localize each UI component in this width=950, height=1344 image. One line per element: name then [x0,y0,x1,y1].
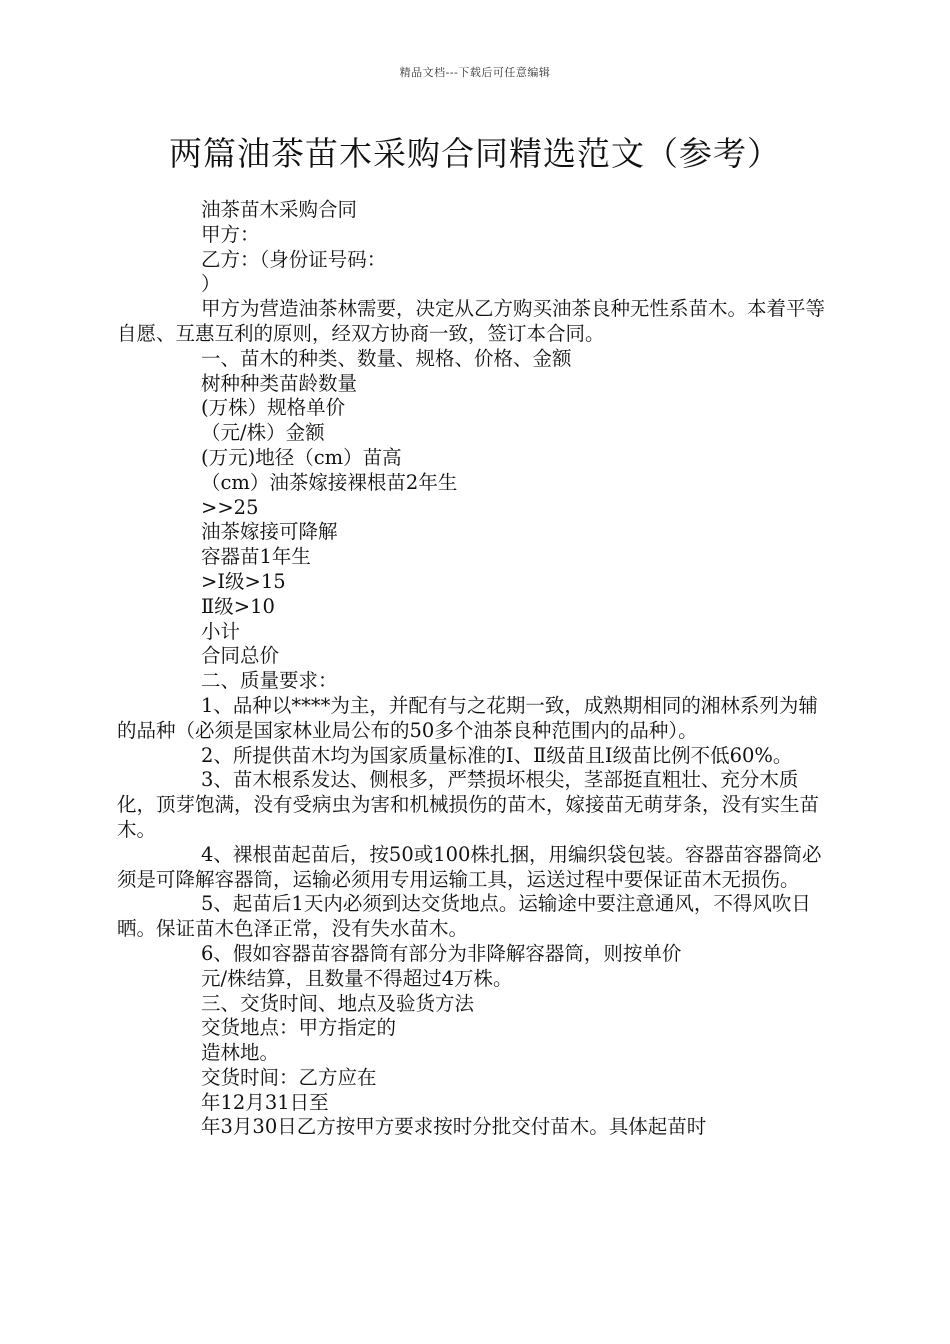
table-text-line: (万株）规格单价 [201,396,346,420]
table-text-line: （元/株）金额 [201,421,325,445]
contract-name-line: 油茶苗木采购合同 [201,198,358,221]
document-title: 两篇油茶苗木采购合同精选范文（参考） [169,134,781,173]
delivery-time-line: 交货时间：乙方应在 [201,1065,377,1089]
table-text-line: 油茶嫁接可降解 [201,520,338,544]
party-b-close-line: ） [201,272,221,296]
quality-clause-2: 2、所提供苗木均为国家质量标准的Ⅰ、Ⅱ级苗且Ⅰ级苗比例不低60%。 [201,743,793,767]
page-header: 精品文档---下载后可任意编辑 [399,66,551,79]
quality-clause-4: 4、裸根苗起苗后，按50或100株扎捆，用编织袋包装。容器苗容器筒必须是可降解容器筒，运输必须用专用运输工具，运送过程中要保证苗木无损伤。 [117,842,822,891]
quality-clause-3: 3、苗木根系发达、侧根多，严禁损坏根尖，茎部挺直粗壮、充分木质化，顶芽饱满，没有受病虫为害和机械损伤的苗木，嫁接苗无萌芽条，没有实生苗木。 [117,768,820,841]
delivery-schedule-line: 年3月30日乙方按甲方要求按时分批交付苗木。具体起苗时 [201,1115,707,1139]
table-text-line: Ⅱ级>10 [201,594,275,618]
preamble-paragraph: 甲方为营造油茶林需要，决定从乙方购买油茶良种无性系苗木。本着平等自愿、互惠互利的原则，经双方协商一致，签订本合同。 [117,297,826,345]
quality-clause-5: 5、起苗后1天内必须到达交货地点。运输途中要注意通风，不得风吹日晒。保证苗木色泽正常，没有失水苗木。 [117,892,811,941]
table-text-line: >>25 [201,495,259,519]
table-text-line: (万元)地径（cm）苗高 [201,445,402,469]
section-1-heading: 一、苗木的种类、数量、规格、价格、金额 [201,346,572,370]
section-2-heading: 二、质量要求： [201,669,338,693]
quality-clause-6-cont: 元/株结算，且数量不得超过4万株。 [201,966,513,990]
table-text-line: （cm）油茶嫁接裸根苗2年生 [201,470,458,494]
delivery-place-line: 交货地点：甲方指定的 [201,1016,397,1040]
delivery-place-cont: 造林地。 [201,1041,280,1065]
quality-clause-6: 6、假如容器苗容器筒有部分为非降解容器筒，则按单价 [201,941,682,965]
section-3-heading: 三、交货时间、地点及验货方法 [201,991,475,1015]
party-a-line: 甲方： [201,222,260,246]
total-price-line: 合同总价 [201,644,280,668]
quality-clause-1: 1、品种以****为主，并配有与之花期一致，成熟期相同的湘林系列为辅的品种（必须是国家林业局公布的50多个油茶良种范围内的品种）。 [117,693,818,742]
table-text-line: 容器苗1年生 [201,545,311,569]
table-text-line: 树种种类苗龄数量 [201,371,358,395]
party-b-line: 乙方：（身份证号码： [201,247,387,271]
table-text-line: >Ⅰ级>15 [201,569,286,593]
delivery-date-line: 年12月31日至 [201,1090,329,1114]
document-body [117,198,829,1140]
subtotal-line: 小计 [201,619,241,643]
